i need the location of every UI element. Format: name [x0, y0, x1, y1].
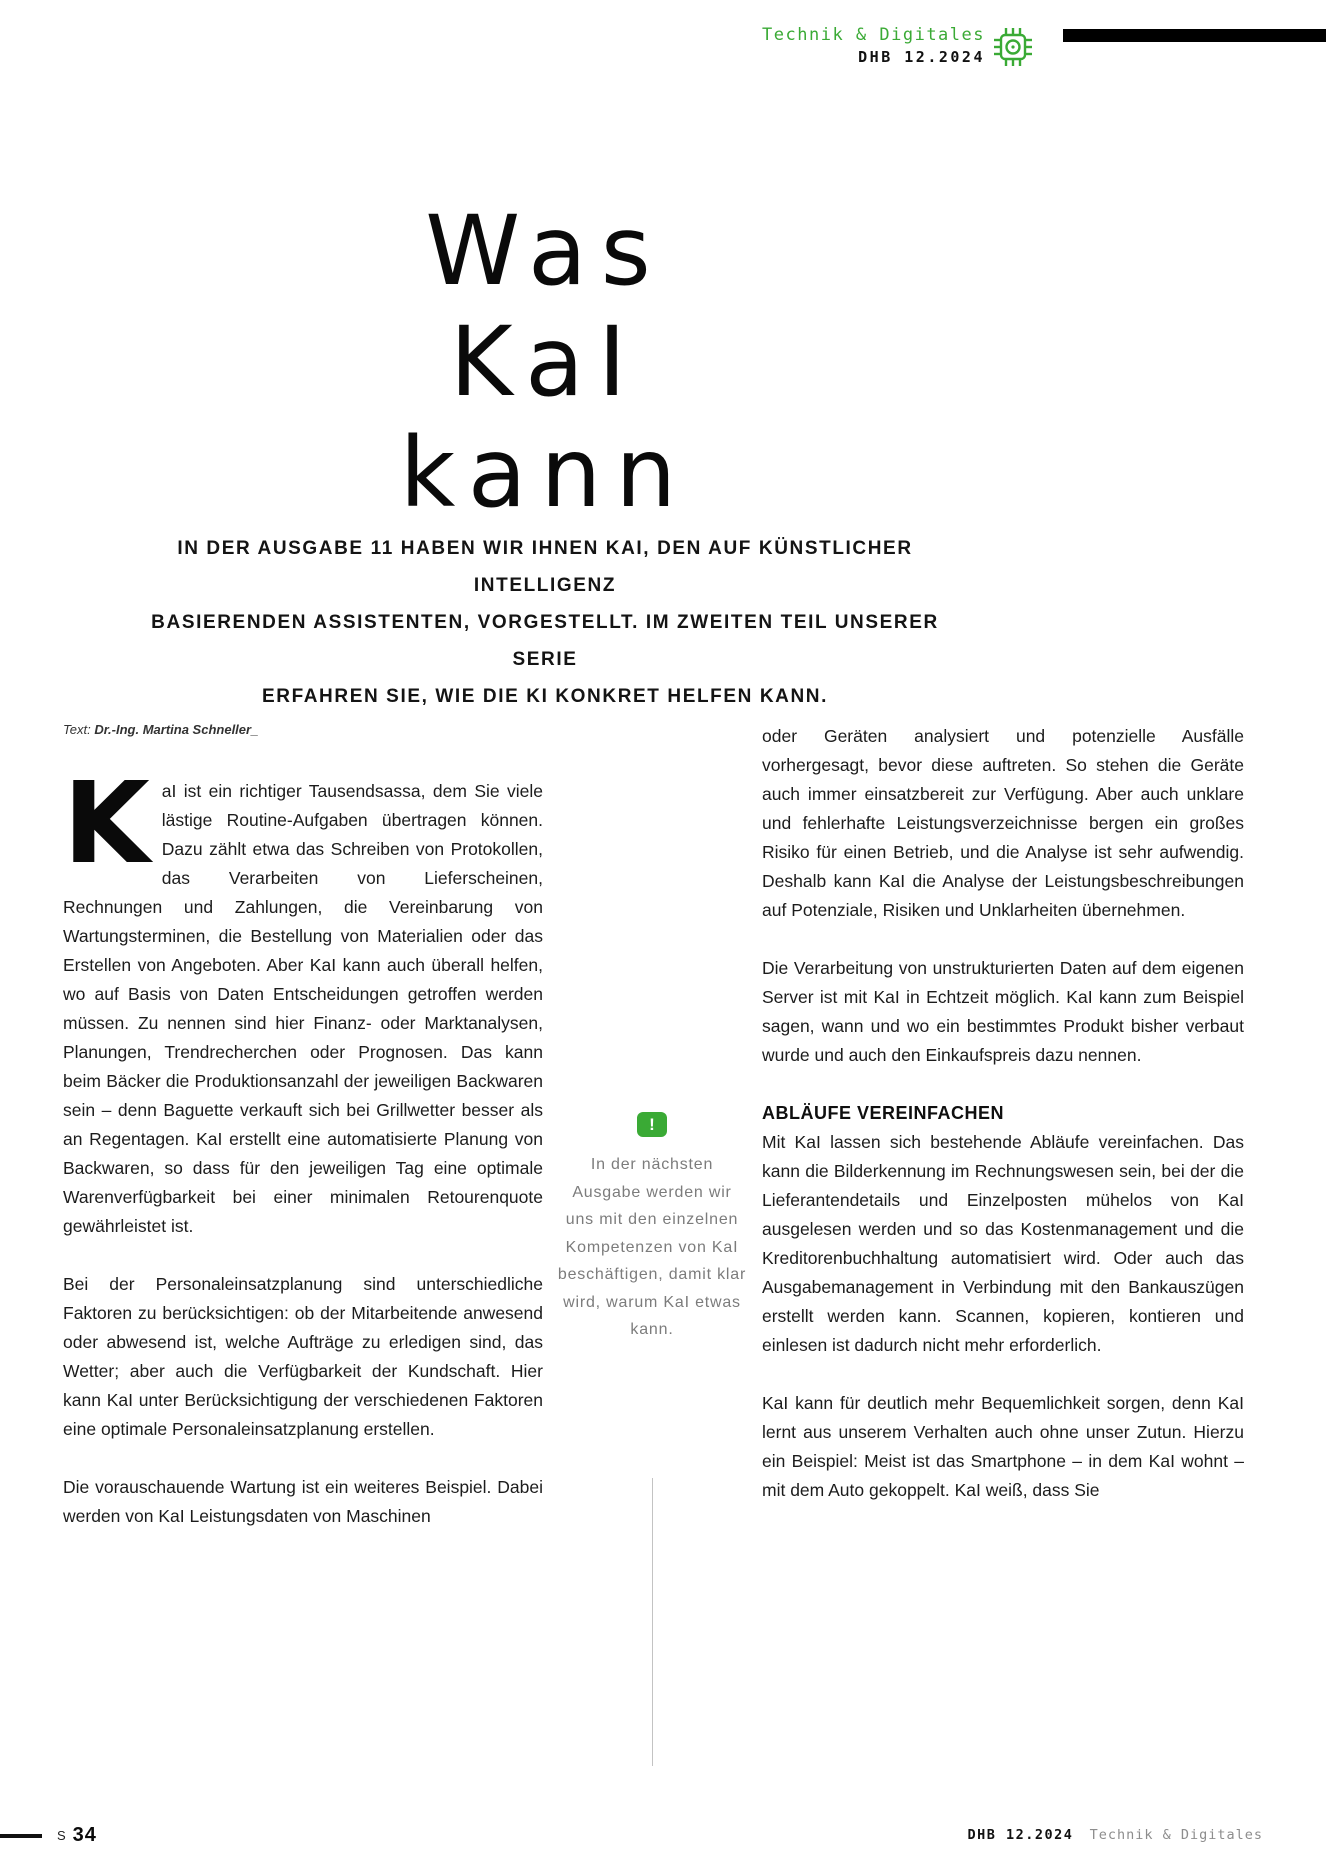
header-section-label: Technik & Digitales	[762, 25, 985, 45]
header-issue-label: DHB 12.2024	[858, 48, 985, 66]
body-paragraph: oder Geräten analysiert und potenzielle Ausfälle vorhergesagt, bevor diese auftreten. So stehen die Geräte auch immer einsatzbereit zur Verfügung. Aber auch unklare und fehlerhafte Leistungsverzeichnisse bergen ein großes Risiko für einen Betrieb, und die Analyse ist sehr aufwendig. Deshalb kann KaI die Analyse der Leistungsbeschreibungen auf Potenziale, Risiken und Unklarheiten übernehmen.	[762, 726, 1244, 920]
article-title-line: kann	[399, 417, 691, 529]
pull-note-text: In der nächsten Ausgabe werden wir uns mit den einzelnen Kompetenzen von KaI beschäftigen, damit klar wird, warum KaI etwas kann.	[557, 1156, 747, 1338]
footer-issue-label: DHB 12.2024	[967, 1827, 1074, 1843]
body-paragraph: KaI kann für deutlich mehr Bequemlichkeit sorgen, denn KaI lernt aus unserem Verhalten auch ohne unser Zutun. Hierzu ein Beispiel: Meist ist das Smartphone – in dem KaI wohnt – mit dem Auto gekoppelt. KaI weiß, dass Sie	[762, 1393, 1244, 1500]
article-title-line: Was	[425, 195, 665, 307]
byline	[63, 722, 543, 737]
article-title-line: KaI	[449, 306, 641, 418]
body-paragraph: Mit KaI lassen sich bestehende Abläufe vereinfachen. Das kann die Bilderkennung im Rechnungswesen sein, bei der die Lieferantendetails und Einzelposten mühelos von KaI ausgelesen werden und so das Kostenmanagement und die Kreditorenbuchhaltung automatisiert wird. Oder auch das Ausgabemanagement in Verbindung mit den Bankauszügen erstellt werden kann. Scannen, kopieren, kontieren und einlesen ist dadurch nicht mehr erforderlich.	[762, 1132, 1244, 1355]
section-subheading: ABLÄUFE VEREINFACHEN	[762, 1103, 1005, 1123]
article-intro-line: IN DER AUSGABE 11 HABEN WIR IHNEN KAI, DEN AUF KÜNSTLICHER INTELLIGENZ	[177, 538, 913, 596]
footer-page-info	[0, 1824, 97, 1847]
chip-icon	[992, 26, 1034, 68]
paragraph-text: aI ist ein richtiger Tausendsassa, dem Sie viele lästige Routine-Aufgaben übertragen können. Dazu zählt etwa das Schreiben von Protokollen, das Verarbeiten von Lieferscheinen, Rechnungen und Zahlungen, die Vereinbarung von Wartungsterminen, die Bestellung von Materialien oder das Erstellen von Angeboten. Aber KaI kann auch überall helfen, wo auf Basis von Daten Entscheidungen getroffen werden müssen. Zu nennen sind hier Finanz- oder Marktanalysen, Planungen, Trendrecherchen oder Prognosen. Das kann beim Bäcker die Produktionsanzahl der jeweiligen Backwaren sein – denn Baguette verkauft sich bei Grillwetter besser als an Regentagen. KaI erstellt eine automatisierte Planung von Backwaren, so dass für den jeweiligen Tag eine optimale Warenverfügbarkeit bei einer minimalen Retourenquote gewährleistet ist.	[63, 781, 543, 1236]
byline-label: Text:	[63, 722, 91, 737]
footer-dash-rule	[0, 1834, 42, 1838]
body-paragraph: Die vorauschauende Wartung ist ein weiteres Beispiel. Dabei werden von KaI Leistungsdaten von Maschinen	[63, 1477, 543, 1526]
pull-note	[556, 1112, 748, 1344]
body-paragraph: Bei der Personaleinsatzplanung sind unterschiedliche Faktoren zu berücksichtigen: ob der Mitarbeitende anwesend oder abwesend ist, welche Aufträge zu erledigen sind, das Wetter; aber auch die Verfügbarkeit der Kundschaft. Hier kann KaI unter Berücksichtigung der verschiedenen Faktoren eine optimale Personaleinsatzplanung erstellen.	[63, 1274, 543, 1439]
header-rule-bar	[1063, 29, 1326, 42]
article-intro	[150, 530, 940, 715]
article-title	[0, 196, 1090, 529]
footer-section-label: Technik & Digitales	[1089, 1827, 1263, 1843]
left-column	[63, 722, 543, 1560]
body-paragraph	[63, 759, 543, 1241]
footer-issue-info	[968, 1827, 1263, 1843]
body-paragraph: Die Verarbeitung von unstrukturierten Daten auf dem eigenen Server ist mit KaI in Echtzeit möglich. KaI kann zum Beispiel sagen, wann und wo ein bestimmtes Produkt bisher verbaut wurde und auch den Einkaufspreis dazu nennen.	[762, 958, 1244, 1065]
byline-author: Dr.-Ing. Martina Schneller_	[94, 722, 259, 737]
article-intro-line: BASIERENDEN ASSISTENTEN, VORGESTELLT. IM ZWEITEN TEIL UNSERER SERIE	[151, 612, 939, 670]
footer-page-label: S	[57, 1828, 66, 1843]
vertical-divider	[652, 1478, 653, 1766]
exclamation-icon: !	[637, 1112, 667, 1137]
footer-page-number: 34	[72, 1824, 97, 1846]
right-column	[762, 722, 1244, 1534]
article-intro-line: ERFAHREN SIE, WIE DIE KI KONKRET HELFEN KANN.	[261, 686, 829, 707]
drop-cap: K	[63, 759, 150, 889]
header-meta	[762, 24, 985, 68]
